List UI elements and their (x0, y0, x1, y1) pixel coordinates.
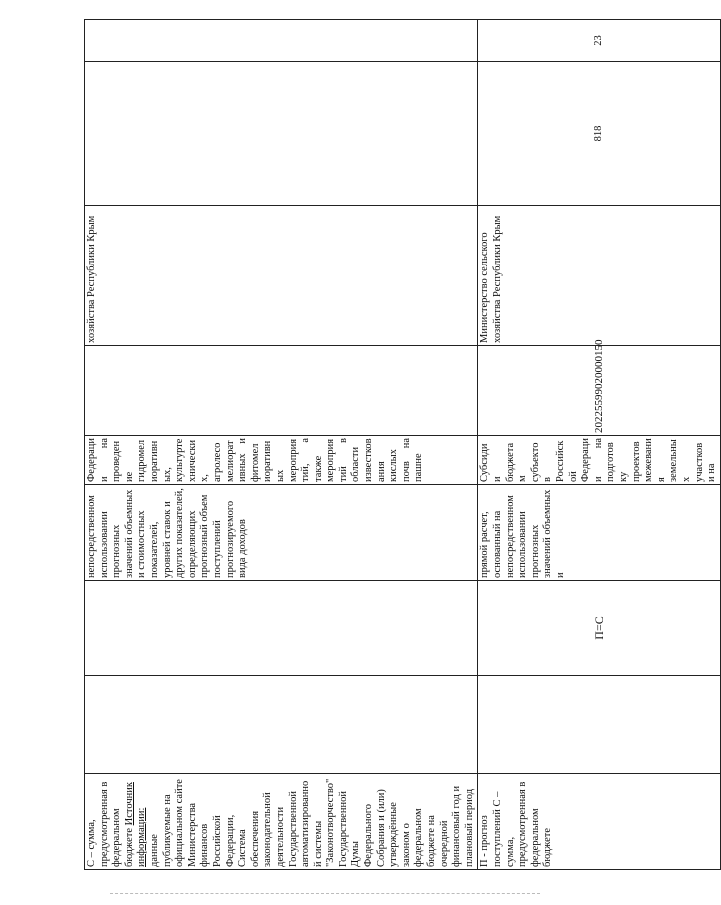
cell-revenue-name: Федерации на проведение гидромелиоративных, культуртехнических, агролесомелиоративных и фитомелиоративных мероприятий, а также мероприятий в области известкования кислых почв на пашне (85, 436, 478, 485)
description-text: П - прогноз поступлений С – сумма, предусмотренная в федеральном бюджете (479, 781, 554, 867)
cell-algorithm (478, 676, 720, 774)
cell-calculation-method: прямой расчет, основанный на непосредственном использовании прогнозных значений объемных и (478, 485, 720, 581)
cell-algorithm (85, 676, 478, 774)
cell-code: 818 (478, 62, 720, 206)
page-bottom-rule (110, 893, 540, 894)
cell-formula: П=С (478, 581, 720, 676)
rotated-table-wrapper (84, 20, 718, 870)
cell-kbk: 20225599020000150 (478, 346, 720, 436)
description-source-text: данные публикуемые на официальном сайте Министерства финансов Российской Федерации, Система обеспечения законодательной деятельности Государственной автоматизированной системы "Законотворчество" Государственной Думы Федерального Собрания и (или) утверждённые законом о федеральном бюджете на очередной финансовый год и плановый период (148, 778, 475, 867)
cell-administrator: Министерство сельского хозяйства Республики Крым (478, 206, 720, 346)
cell-number: 23 (478, 20, 720, 62)
cell-number (85, 20, 478, 62)
cell-formula (85, 581, 478, 676)
table-row (85, 20, 478, 870)
cell-description (478, 774, 720, 870)
cell-revenue-name: Субсидии бюджетам субъектов Российской Федерации на подготовку проектов межевания земельных участков и на (478, 436, 720, 485)
source-label: Источник информации: (123, 782, 148, 867)
revenue-forecast-table (84, 19, 721, 870)
cell-code (85, 62, 478, 206)
description-text: С – сумма, предусмотренная в федеральном бюджете (86, 781, 135, 867)
cell-description (85, 774, 478, 870)
cell-administrator: хозяйства Республики Крым (85, 206, 478, 346)
table-row (478, 20, 720, 870)
cell-calculation-method: непосредственном использовании прогнозных значений объемных и стоимостных показателей, уровней ставок и других показателей, определяющих прогнозный объем поступлений прогнозируемого вида доходов (85, 485, 478, 581)
cell-kbk (85, 346, 478, 436)
